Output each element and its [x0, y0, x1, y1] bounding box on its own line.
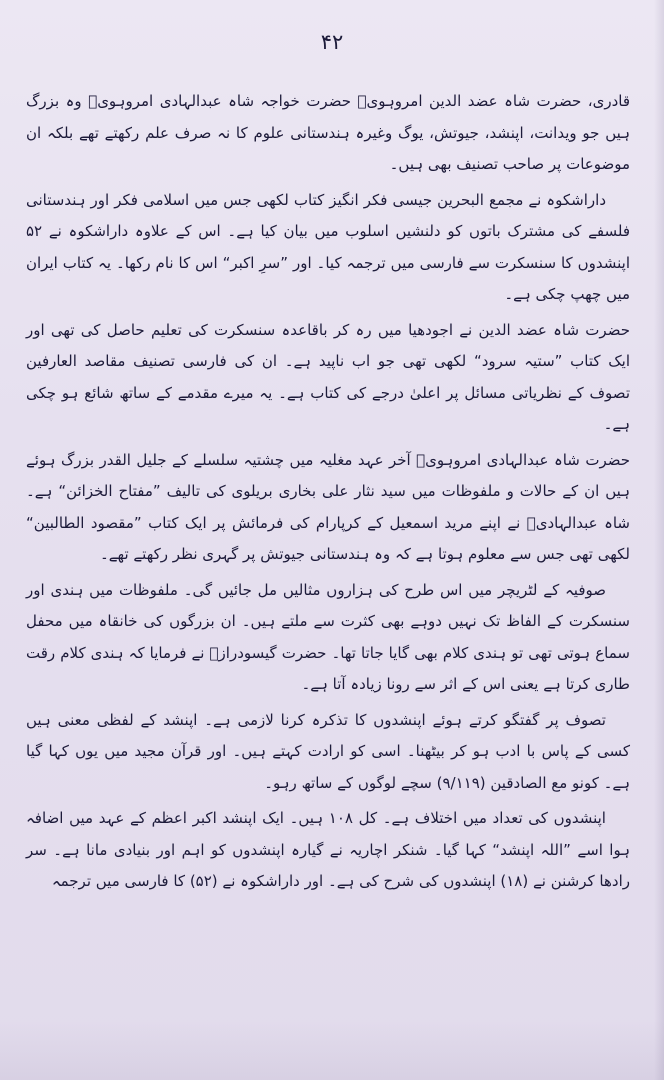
page-bottom-shade: [0, 1020, 664, 1080]
paragraph-4: حضرت شاہ عبدالہادی امروہویؒ آخر عہد مغلیہ میں چشتیہ سلسلے کے جلیل القدر بزرگ ہوئے ہیں ان کے حالات و ملفوظات میں سید نثار علی بخاری بریلوی کی تالیف ”مفتاح الخزائن“ ہے۔ شاہ عبدالہادیؒ نے اپنے مرید اسمعیل کے کرپارام کی فرمائش پر ایک کتاب ”مقصود الطالبین“ لکھی تھی جس سے معلوم ہوتا ہے کہ وہ ہندستانی جیوتش پر گہری نظر رکھتے تھے۔: [26, 450, 630, 563]
paragraph-3: حضرت شاہ عضد الدین نے اجودھیا میں رہ کر باقاعدہ سنسکرت کی تعلیم حاصل کی تھی اور ایک کتاب ”ستیہ سرود“ لکھی تھی جو اب ناپید ہے۔ ان کی فارسی تصنیف مقاصد العارفین تصوف کے نظریاتی مسائل پر اعلیٰ درجے کی کتاب ہے۔ یہ میرے مقدمے کے ساتھ شائع ہو چکی ہے۔: [26, 320, 630, 433]
page-edge-shadow: [654, 0, 664, 1080]
paragraph-5: صوفیہ کے لٹریچر میں اس طرح کی ہزاروں مثالیں مل جائیں گی۔ ملفوظات میں ہندی اور سنسکرت کے الفاظ تک نہیں دوہے بھی کثرت سے ملتے ہیں۔ ان بزرگوں کی خانقاہ میں محفل سماع ہوتی تھی تو ہندی کلام بھی گایا جاتا تھا۔ حضرت گیسودرازؒ نے فرمایا کہ ہندی کلام رقت طاری کرتا ہے یعنی اس کے اثر سے رونا زیادہ آتا ہے۔: [26, 580, 630, 693]
paragraph-6: تصوف پر گفتگو کرتے ہوئے اپنشدوں کا تذکرہ کرنا لازمی ہے۔ اپنشد کے لفظی معنی ہیں کسی کے پاس با ادب ہو کر بیٹھنا۔ اسی کو ارادت کہتے ہیں۔ اور قرآن مجید میں یوں کہا گیا ہے۔ کونو مع الصادقین (۹/۱۱۹) سچے لوگوں کے ساتھ رہو۔: [26, 710, 630, 792]
paragraph-2: داراشکوہ نے مجمع البحرین جیسی فکر انگیز کتاب لکھی جس میں اسلامی فکر اور ہندستانی فلسفے کی مشترک باتوں کو دلنشیں اسلوب میں بیان کیا ہے۔ اس کے علاوہ داراشکوہ نے ۵۲ اپنشدوں کا سنسکرت سے فارسی میں ترجمہ کیا۔ اور ”سرِ اکبر“ اس کا نام رکھا۔ یہ کتاب ایران میں چھپ چکی ہے۔: [26, 190, 630, 303]
paragraph-1: قادری، حضرت شاہ عضد الدین امروہویؒ حضرت خواجہ شاہ عبدالہادی امروہویؒ وہ بزرگ ہیں جو ویدانت، اپنشد، جیوتش، یوگ وغیرہ ہندستانی علوم کا نہ صرف علم رکھتے تھے بلکہ ان موضوعات پر صاحب تصنیف بھی ہیں۔: [26, 92, 630, 173]
page-text-body: [26, 86, 630, 902]
page-number: ۴۲: [320, 30, 344, 54]
paragraph-7: اپنشدوں کی تعداد میں اختلاف ہے۔ کل ۱۰۸ ہیں۔ ایک اپنشد اکبر اعظم کے عہد میں اضافہ ہوا اسے ”اللہ اپنشد“ کہا گیا۔ شنکر اچاریہ نے گیارہ اپنشدوں کو اہم اور بنیادی مانا ہے۔ سر رادھا کرشنن نے (۱۸) اپنشدوں کی شرح کی ہے۔ اور داراشکوہ نے (۵۲) کا فارسی میں ترجمہ: [26, 809, 630, 890]
